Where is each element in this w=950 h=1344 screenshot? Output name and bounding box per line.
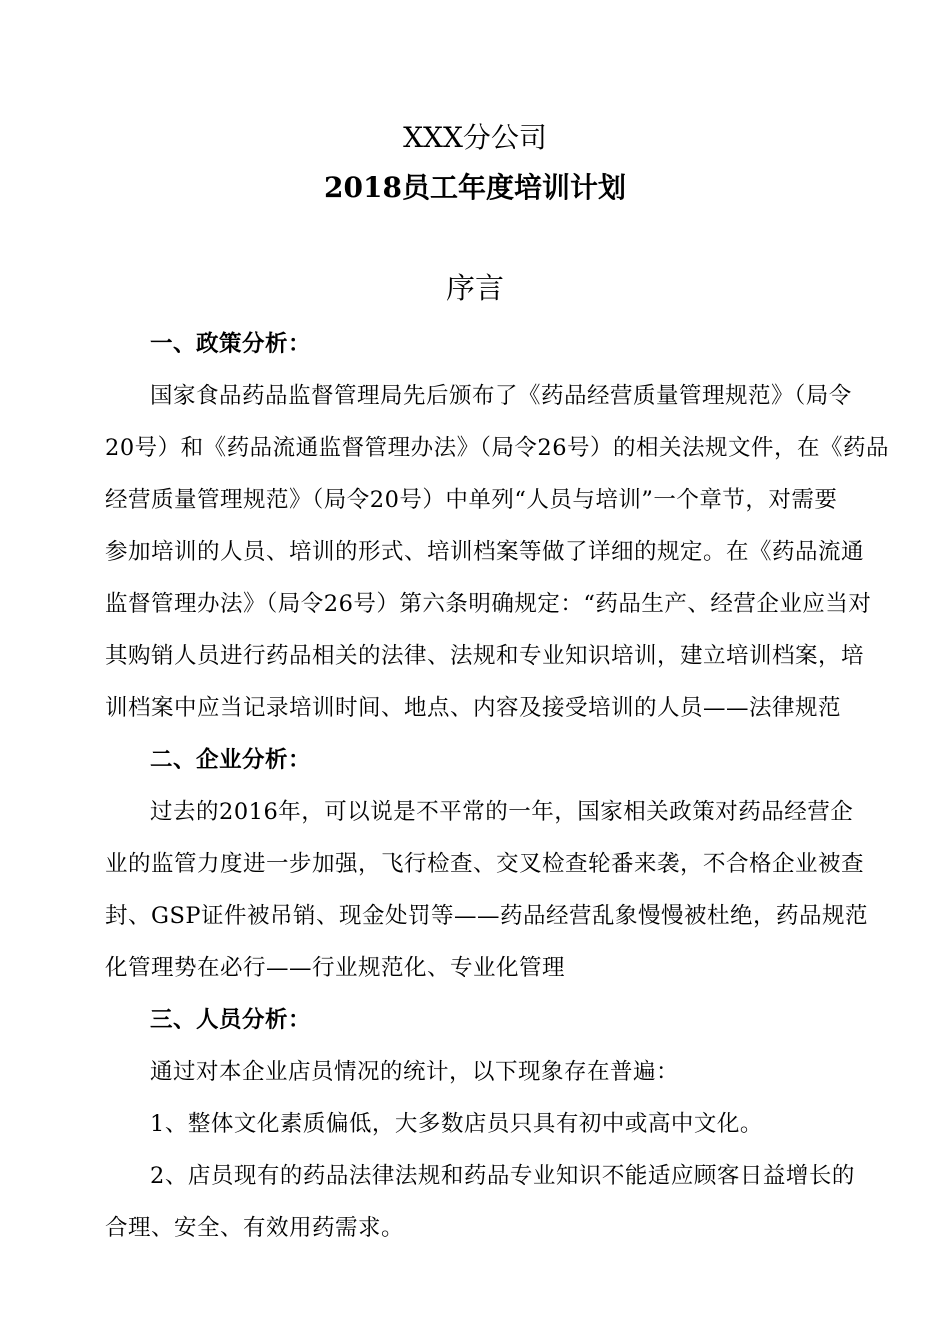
document-body [105, 318, 890, 1254]
plan-title: 2018员工年度培训计划 [324, 171, 626, 204]
list-item: 2、店员现有的药品法律法规和药品专业知识不能适应顾客日益增长的 [150, 1163, 855, 1189]
paragraph-line: 封、GSP证件被吊销、现金处罚等——药品经营乱象慢慢被杜绝，药品规范 [105, 903, 869, 929]
section-heading-policy: 一、政策分析： [150, 331, 312, 357]
paragraph-line: 经营质量管理规范》（局令20号）中单列“人员与培训”一个章节，对需要 [105, 487, 838, 513]
company-title: XXX分公司 [403, 121, 547, 154]
section-heading-enterprise: 二、企业分析： [150, 747, 312, 773]
paragraph-line: 业的监管力度进一步加强，飞行检查、交叉检查轮番来袭，不合格企业被查 [105, 851, 865, 877]
paragraph-line: 合理、安全、有效用药需求。 [105, 1215, 405, 1241]
paragraph-line: 过去的2016年，可以说是不平常的一年，国家相关政策对药品经营企 [150, 799, 854, 825]
paragraph-line: 20号）和《药品流通监督管理办法》（局令26号）的相关法规文件，在《药品 [105, 435, 890, 461]
preface-title: 序言 [445, 271, 504, 305]
paragraph-line: 其购销人员进行药品相关的法律、法规和专业知识培训，建立培训档案，培 [105, 643, 865, 669]
paragraph-line: 监督管理办法》（局令26号）第六条明确规定：“药品生产、经营企业应当对 [105, 591, 872, 617]
list-item: 1、整体文化素质偏低，大多数店员只具有初中或高中文化。 [150, 1111, 763, 1137]
paragraph-line: 参加培训的人员、培训的形式、培训档案等做了详细的规定。在《药品流通 [105, 539, 865, 565]
paragraph-line: 通过对本企业店员情况的统计，以下现象存在普遍： [150, 1059, 680, 1085]
paragraph-line: 国家食品药品监督管理局先后颁布了《药品经营质量管理规范》（局令 [150, 383, 852, 409]
paragraph-line: 化管理势在必行——行业规范化、专业化管理 [105, 955, 566, 981]
section-heading-personnel: 三、人员分析： [150, 1007, 312, 1033]
paragraph-line: 训档案中应当记录培训时间、地点、内容及接受培训的人员——法律规范 [105, 695, 842, 721]
